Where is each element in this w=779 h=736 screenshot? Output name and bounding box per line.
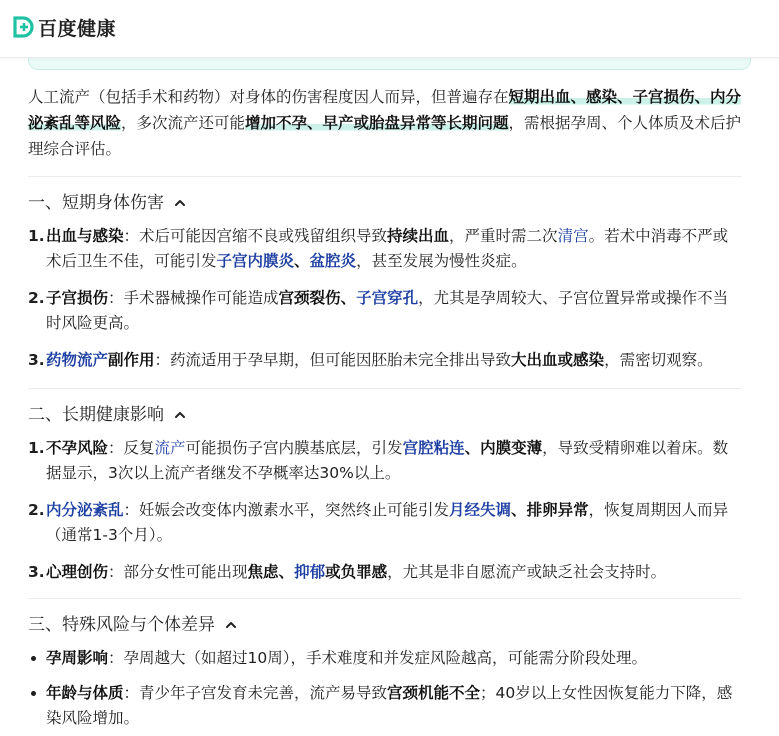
bullet-dot	[31, 656, 36, 661]
item-label: 副作用	[108, 351, 155, 369]
item-text: ：手术器械操作可能造成	[108, 289, 279, 307]
item-number: 3.	[28, 351, 45, 369]
link-endometritis[interactable]	[217, 252, 295, 270]
intro-text: ，多次流产还可能	[121, 114, 246, 132]
item-text: ，甚至发展为慢性炎症。	[356, 252, 527, 270]
chevron-up-icon[interactable]	[223, 617, 239, 633]
item-label: 不孕风险	[46, 439, 109, 457]
item-text: ：术后可能因宫缩不良或残留组织导致	[123, 227, 388, 245]
item-bold: 焦虑	[247, 563, 279, 581]
link-menstrual-disorder[interactable]	[449, 501, 511, 519]
link-uterine-perforation[interactable]	[356, 289, 418, 307]
link-qinggong[interactable]: 清宫	[557, 227, 589, 245]
section-title-special-risk[interactable]	[28, 613, 742, 637]
list-item	[28, 348, 742, 373]
bullet-dot	[31, 691, 36, 696]
item-text: ：反复	[108, 439, 155, 457]
list-item	[28, 286, 742, 336]
link-text: 子宫穿孔	[356, 289, 419, 307]
item-text: ，恢复周期因人而异（通常1-3个月）。	[46, 501, 729, 544]
item-text: ，严重时需二次	[449, 227, 558, 245]
link-text: 盆腔炎	[309, 252, 357, 270]
intro-paragraph	[28, 84, 742, 162]
item-label: 心理创伤	[46, 563, 109, 581]
link-abortion[interactable]: 流产	[154, 439, 186, 457]
section-title-text: 一、短期身体伤害	[28, 193, 164, 213]
item-bold: 排卵异常	[526, 501, 589, 519]
item-text: ，导致受精卵难以着床。数据显示，3次以上流产者继发不孕概率达30%以上。	[46, 439, 729, 482]
item-bold: 宫颈机能不全	[387, 684, 481, 702]
chevron-up-icon[interactable]	[172, 407, 188, 423]
section-divider	[28, 388, 742, 389]
link-endocrine-disorder[interactable]	[46, 501, 124, 519]
top-header	[0, 0, 779, 58]
item-bold: 持续出血	[387, 227, 450, 245]
link-intrauterine-adhesion[interactable]	[403, 439, 465, 457]
intro-highlight: 短期出血、感染、子宫损伤、内分泌紊乱等风险	[28, 88, 742, 132]
item-number: 3.	[28, 563, 45, 581]
section-title-long-term[interactable]	[28, 403, 742, 427]
item-sep: 、	[464, 439, 481, 457]
link-text: 药物流产	[46, 351, 109, 369]
list-item	[28, 681, 742, 731]
item-label: 子宫损伤	[46, 289, 109, 307]
item-label: 出血与感染	[46, 227, 124, 245]
item-text: ：孕周越大（如超过10周），手术难度和并发症风险越高，可能需分阶段处理。	[108, 649, 647, 667]
link-depression[interactable]	[294, 563, 325, 581]
item-sep: 、	[294, 252, 310, 270]
item-text: ：青少年子宫发育未完善，流产易导致	[123, 684, 388, 702]
list-item	[28, 224, 742, 274]
item-bold: 内膜变薄	[480, 439, 543, 457]
answer-content	[28, 84, 742, 731]
item-text: ，尤其是非自愿流产或缺乏社会支持时。	[387, 563, 667, 581]
item-text: ：妊娠会改变体内激素水平，突然终止可能引发	[123, 501, 450, 519]
item-number: 2.	[28, 501, 45, 519]
intro-text: 人工流产（包括手术和药物）对身体的伤害程度因人而异，但普遍存在	[28, 88, 509, 106]
item-label: 孕周影响	[46, 649, 109, 667]
intro-text: ，需根据孕周、个人体质及术后护理综合评估。	[28, 114, 742, 158]
item-text: 可能损伤子宫内膜基底层，引发	[185, 439, 403, 457]
logo-text: 百度健康	[38, 17, 117, 40]
item-bold: 大出血或感染	[511, 351, 605, 369]
list-item	[28, 498, 742, 548]
item-label: 年龄与体质	[46, 684, 124, 702]
item-number: 1.	[28, 439, 45, 457]
section-divider	[28, 598, 742, 599]
link-text: 月经失调	[449, 501, 512, 519]
section-divider	[28, 176, 742, 177]
item-number: 1.	[28, 227, 45, 245]
item-text: ；40岁以上女性因恢复能力下降，感染风险增加。	[46, 684, 733, 727]
link-medical-abortion[interactable]	[46, 351, 108, 369]
item-text: ，需密切观察。	[604, 351, 713, 369]
item-bold: 或负罪感	[325, 563, 388, 581]
link-pelvic-inflammation[interactable]	[310, 252, 357, 270]
item-number: 2.	[28, 289, 45, 307]
item-bold: 宫颈裂伤	[278, 289, 341, 307]
item-text: ，尤其是孕周较大、子宫位置异常或操作不当时风险更高。	[46, 289, 729, 332]
item-sep: 、	[511, 501, 527, 519]
list-item	[28, 436, 742, 486]
section-title-short-term[interactable]	[28, 191, 742, 215]
item-text: 。若术中消毒不严或术后卫生不佳，可能引发	[46, 227, 729, 270]
item-text: ：部分女性可能出现	[108, 563, 248, 581]
baidu-health-logo[interactable]	[12, 13, 116, 41]
link-text: 抑郁	[294, 563, 326, 581]
item-sep: 、	[340, 289, 357, 307]
link-text: 子宫内膜炎	[216, 252, 295, 270]
link-text: 内分泌紊乱	[46, 501, 124, 519]
list-item	[28, 646, 742, 671]
summary-card-edge	[28, 57, 751, 70]
section-title-text: 二、长期健康影响	[28, 405, 164, 425]
section-title-text: 三、特殊风险与个体差异	[28, 615, 215, 635]
item-text: ：药流适用于孕早期，但可能因胚胎未完全排出导致	[154, 351, 512, 369]
baidu-health-logo-icon	[12, 16, 34, 38]
intro-highlight: 增加不孕、早产或胎盘异常等长期问题	[245, 114, 509, 132]
item-sep: 、	[278, 563, 295, 581]
link-text: 宫腔粘连	[402, 439, 465, 457]
list-item	[28, 560, 742, 585]
chevron-up-icon[interactable]	[172, 195, 188, 211]
